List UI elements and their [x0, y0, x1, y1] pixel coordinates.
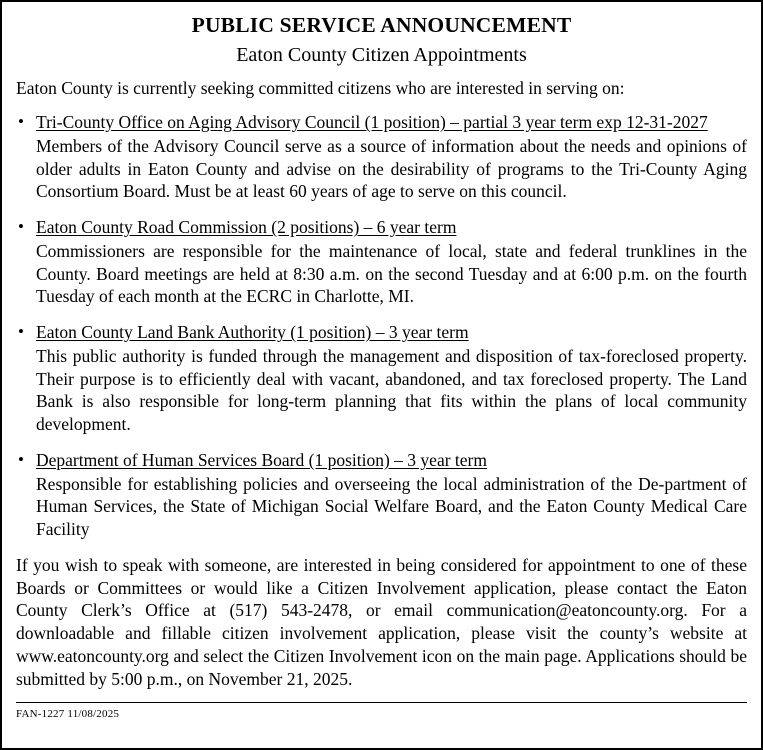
- position-description: This public authority is funded through the management and disposition of tax-foreclosed property. Their purpose is to efficiently deal with vacant, abandoned, and tax foreclosed property. The Land Bank is also responsible for long-term planning that fits within the plans of local community development.: [36, 345, 747, 435]
- list-item: [16, 449, 747, 541]
- bullet-icon: •: [18, 112, 24, 132]
- list-item: [16, 216, 747, 308]
- footer-divider: [16, 702, 747, 703]
- bullet-icon: •: [18, 217, 24, 237]
- ad-subheadline: Eaton County Citizen Appointments: [236, 43, 527, 66]
- list-item: [16, 321, 747, 436]
- position-title: Eaton County Road Commission (2 positions) – 6 year term: [36, 217, 457, 238]
- bullet-icon: •: [18, 322, 24, 342]
- position-description: Responsible for establishing policies and overseeing the local administration of the De-partment of Human Services, the State of Michigan Social Welfare Board, and the Eaton County Medical Care Facility: [36, 473, 747, 540]
- position-description: Commissioners are responsible for the maintenance of local, state and federal trunklines in the County. Board meetings are held at 8:30 a.m. on the second Tuesday and at 6:00 p.m. on the fourth Tuesday of each month at the ECRC in Charlotte, MI.: [36, 240, 747, 307]
- ad-headline: PUBLIC SERVICE ANNOUNCEMENT: [191, 13, 572, 37]
- ad-closing-paragraph: If you wish to speak with someone, are interested in being considered for appointment to one of these Boards or Committees or would like a Citizen Involvement application, please contact the Eaton County Clerk’s Office at (517) 543-2478, or email communication@eatoncounty.org. For a downloadable and fillable citizen involvement application, please visit the county’s website at www.eatoncounty.org and select the Citizen Involvement icon on the main page. Applications should be submitted by 5:00 p.m., on November 21, 2025.: [16, 554, 747, 689]
- ad-reference-code: FAN-1227 11/08/2025: [16, 708, 120, 721]
- bullet-icon: •: [18, 449, 24, 469]
- position-title: Eaton County Land Bank Authority (1 position) – 3 year term: [36, 322, 469, 343]
- position-description: Members of the Advisory Council serve as a source of information about the needs and opinions of older adults in Eaton County and advise on the desirability of programs to the Tri-County Aging Consortium Board. Must be at least 60 years of age to serve on this council.: [36, 135, 747, 202]
- list-item: [16, 111, 747, 203]
- positions-list: [16, 111, 747, 541]
- position-title: Department of Human Services Board (1 position) – 3 year term: [36, 449, 487, 470]
- position-title: Tri-County Office on Aging Advisory Council (1 position) – partial 3 year term exp 12-31-2027: [36, 112, 708, 133]
- ad-intro-paragraph: Eaton County is currently seeking committed citizens who are interested in serving on:: [16, 77, 625, 98]
